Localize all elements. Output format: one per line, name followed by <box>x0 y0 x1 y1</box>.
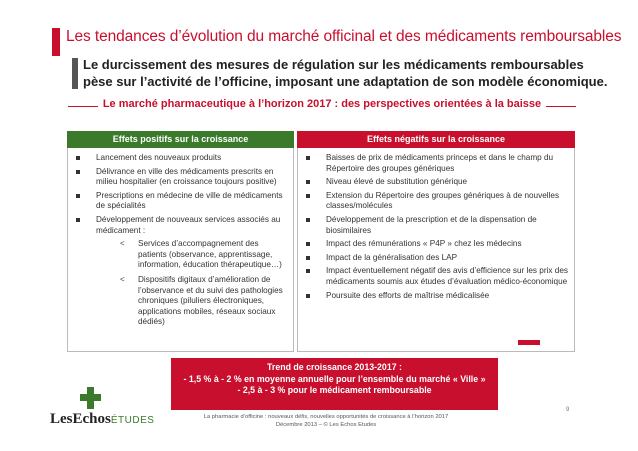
list-item: Lancement des nouveaux produits <box>74 153 287 164</box>
bullet-icon <box>306 294 310 298</box>
bullet-icon <box>306 269 310 273</box>
negative-effects-list <box>304 153 568 304</box>
minus-icon <box>518 340 540 345</box>
services-sublist <box>96 239 287 328</box>
sub-bullet-marker: < <box>120 239 125 249</box>
list-item: Développement de la prescription et de la dispensation de biosimilaires <box>304 215 568 236</box>
negative-effects-panel <box>297 148 575 352</box>
negative-effects-header: Effets négatifs sur la croissance <box>297 131 575 148</box>
subtitle-line-2: pèse sur l’activité de l’officine, imposant une adaptation de son modèle économique. <box>83 74 608 89</box>
bullet-icon <box>76 218 80 222</box>
footer <box>176 413 476 429</box>
trend-reimbursable-line: - 2,5 à - 3 % pour le médicament remboursable <box>237 385 432 395</box>
bullet-icon <box>76 170 80 174</box>
sub-bullet-marker: < <box>120 274 125 284</box>
list-item: Impact des rémunérations « P4P » chez les médecins <box>304 239 568 250</box>
positive-effects-header: Effets positifs sur la croissance <box>67 131 294 148</box>
bullet-icon <box>306 218 310 222</box>
list-item: Impact de la généralisation des LAP <box>304 253 568 264</box>
bullet-icon <box>76 194 80 198</box>
market-heading-text: Le marché pharmaceutique à l’horizon 2017 : des perspectives orientées à la baisse <box>102 98 542 110</box>
page-title: Les tendances d’évolution du marché officinal et des médicaments remboursables <box>66 28 622 45</box>
title-accent-bar <box>52 28 60 56</box>
positive-effects-panel <box>67 148 294 352</box>
page-number: 9 <box>566 407 570 413</box>
list-item: Délivrance en ville des médicaments prescrits en milieu hospitalier (en croissance toujours positive) <box>74 167 287 188</box>
trend-market-line: - 1,5 % à - 2 % en moyenne annuelle pour l’ensemble du marché « Ville » <box>183 373 486 384</box>
bullet-icon <box>76 156 80 160</box>
les-echos-etudes-logo: LesEchosÉTUDES <box>50 411 155 427</box>
sub-list-item: < Dispositifs digitaux d’amélioration de l’observance et du suivi des pathologies chroniques (piluliers électroniques, applications mobiles, réseaux sociaux dédiés) <box>120 274 283 327</box>
list-item: Prescriptions en médecine de ville de médicaments de spécialités <box>74 191 287 212</box>
subtitle <box>83 56 607 90</box>
bullet-icon <box>306 194 310 198</box>
bullet-icon <box>306 256 310 260</box>
footer-report-title: La pharmacie d’officine : nouveaux défis, nouvelles opportunités de croissance à l’horizon 2017 <box>203 414 449 420</box>
list-item: Développement de nouveaux services associés au médicament : < Services d’accompagnement des patients (observance, apprentissage, information, éducation thérapeutique…) < Dispositifs digitaux d’amélioration de l’observance et du suivi des pathologies chroniques (piluliers électroniques, applications mobiles, réseaux sociaux dédiés) <box>74 215 287 328</box>
list-item: Poursuite des efforts de maîtrise médicalisée <box>304 291 568 302</box>
market-heading <box>68 98 576 114</box>
list-item: Impact éventuellement négatif des avis d’efficience sur les prix des médicaments soumis aux études d’évaluation médico-économique <box>304 266 568 287</box>
market-heading-rule-right <box>546 106 576 107</box>
sub-list-item: < Services d’accompagnement des patients (observance, apprentissage, information, éducation thérapeutique…) <box>120 239 282 270</box>
subtitle-line-1: Le durcissement des mesures de régulation sur les médicaments remboursables <box>83 57 584 72</box>
bullet-icon <box>306 180 310 184</box>
bullet-icon <box>306 242 310 246</box>
subtitle-accent-bar <box>72 58 78 89</box>
list-item: Extension du Répertoire des groupes génériques à de nouvelles classes/molécules <box>304 191 568 212</box>
list-item: Niveau élevé de substitution générique <box>304 177 568 188</box>
trend-title: Trend de croissance 2013-2017 : <box>267 362 402 372</box>
list-item: Baisses de prix de médicaments princeps et dans le champ du Répertoire des groupes génériques <box>304 153 568 174</box>
plus-icon-horizontal <box>80 394 101 401</box>
positive-effects-list <box>74 153 287 332</box>
trend-box <box>171 358 498 410</box>
footer-copyright: Décembre 2013 – © Les Echos Etudes <box>275 422 377 428</box>
bullet-icon <box>306 156 310 160</box>
